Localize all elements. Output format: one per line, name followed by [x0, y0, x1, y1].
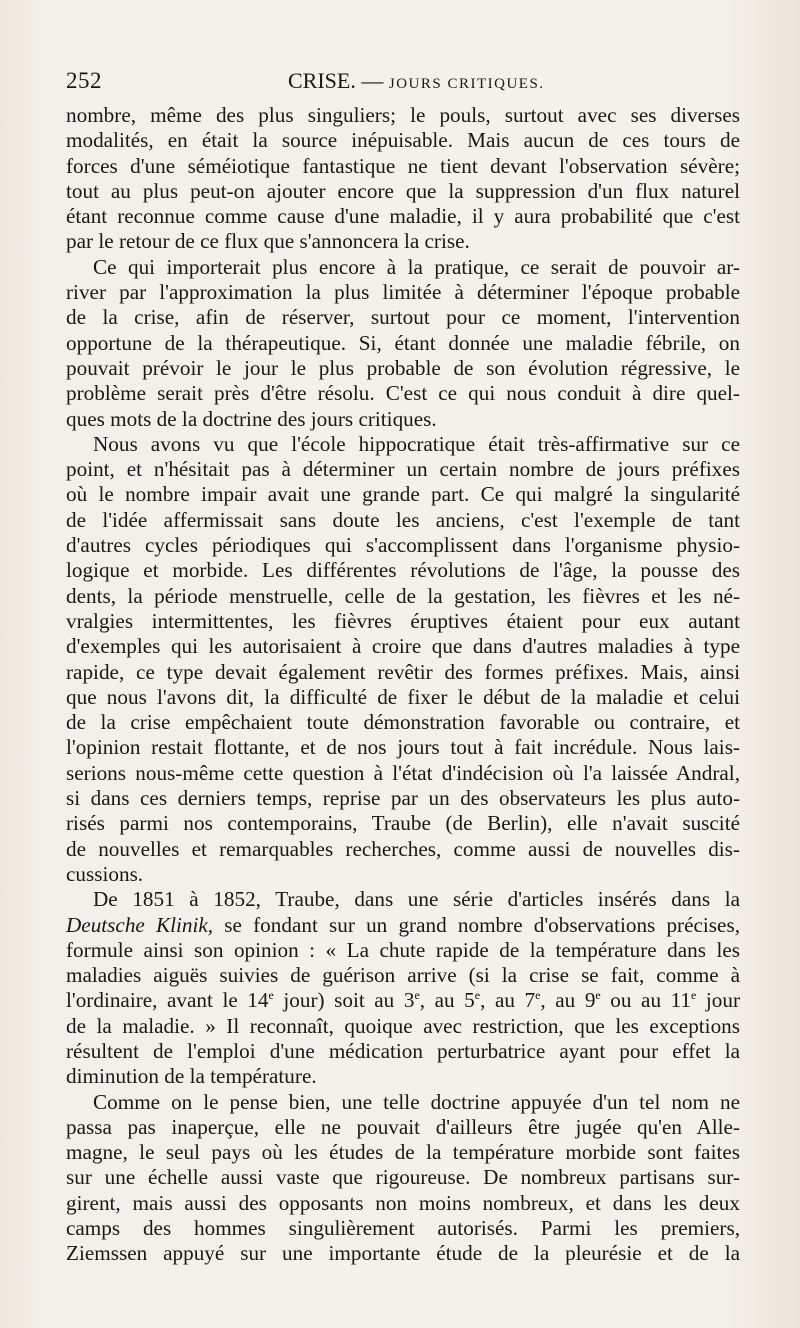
- text-line: de la crise, afin de réserver, surtout pour ce moment, l'intervention: [66, 305, 740, 330]
- text-line: girent, mais aussi des opposants non moins nombreux, et dans les deux: [66, 1190, 740, 1215]
- text-line: rapide, ce type devait également revêtir des formes préfixes. Mais, ainsi: [66, 659, 740, 684]
- text-line: par le retour de ce flux que s'annoncera la crise.: [66, 229, 470, 254]
- text-line: pouvait prévoir le jour le plus probable de son évolution régressive, le: [66, 355, 740, 380]
- text-line: l'opinion restait flottante, et de nos jours tout à fait incrédule. Nous lais-: [66, 735, 740, 760]
- text-line: si dans ces derniers temps, reprise par un des observateurs les plus auto-: [66, 786, 740, 811]
- text-line: river par l'approximation la plus limitée à déterminer l'époque probable: [66, 280, 740, 305]
- text-line: de nouvelles et remarquables recherches, comme aussi de nouvelles dis-: [66, 836, 740, 861]
- superscript: e: [474, 988, 481, 1003]
- superscript: e: [414, 988, 420, 1003]
- text-line: point, et n'hésitait pas à déterminer un certain nombre de jours préfixes: [66, 457, 740, 482]
- text-line: sur une échelle aussi vaste que rigoureuse. De nombreux partisans sur-: [66, 1165, 740, 1190]
- running-title: [288, 68, 545, 94]
- page-number: 252: [66, 68, 102, 93]
- running-head: [66, 68, 740, 98]
- text-line: modalités, en était la source inépuisable. Mais aucun de ces tours de: [66, 128, 740, 153]
- text-line: cussions.: [66, 861, 144, 886]
- text-line: où le nombre impair avait une grande part. Ce qui malgré la singularité: [66, 482, 740, 507]
- text-line: risés parmi nos contemporains, Traube (de Berlin), elle n'avait suscité: [66, 811, 740, 836]
- text-line: Nous avons vu que l'école hippocratique était très-affirmative sur ce: [93, 431, 740, 456]
- journal-title: Deutsche Klinik,: [66, 912, 214, 937]
- superscript: e: [595, 988, 601, 1003]
- text-line: [66, 988, 740, 1013]
- body-text: [66, 103, 740, 1267]
- text-line: diminution de la température.: [66, 1064, 317, 1089]
- text-line: forces d'une séméiotique fantastique ne tient devant l'observation sévère;: [66, 153, 740, 178]
- superscript: e: [691, 988, 697, 1003]
- running-title-separator: —: [361, 68, 384, 93]
- text-line: passa pas inaperçue, elle ne pouvait d'ailleurs être jugée qu'en Alle-: [66, 1114, 740, 1139]
- text-line: que nous l'avons dit, la difficulté de fixer le début de la maladie et celui: [66, 684, 740, 709]
- text-line: opportune de la thérapeutique. Si, étant donnée une maladie fébrile, on: [66, 330, 740, 355]
- text-run: se fondant sur un grand nombre d'observations précises,: [213, 912, 740, 937]
- superscript: e: [535, 988, 541, 1003]
- text-run: ou au 11: [600, 988, 691, 1013]
- text-run: , au 5: [419, 988, 475, 1013]
- text-line: dents, la période menstruelle, celle de la gestation, les fièvres et les né-: [66, 583, 740, 608]
- text-line: De 1851 à 1852, Traube, dans une série d'articles insérés dans la: [93, 887, 740, 912]
- text-line: [66, 913, 740, 938]
- text-line: de l'idée affermissait sans doute les anciens, c'est l'exemple de tant: [66, 507, 740, 532]
- text-line: nombre, même des plus singuliers; le pouls, surtout avec ses diverses: [66, 103, 740, 127]
- text-line: Ziemssen appuyé sur une importante étude de la pleurésie et de la: [66, 1241, 740, 1266]
- text-line: ques mots de la doctrine des jours critiques.: [66, 406, 437, 431]
- text-line: Ce qui importerait plus encore à la pratique, ce serait de pouvoir ar-: [93, 254, 740, 279]
- text-line: maladies aiguës suivies de guérison arrive (si la crise se fait, comme à: [66, 963, 740, 988]
- text-line: de la maladie. » Il reconnaît, quoique avec restriction, que les exceptions: [66, 1013, 740, 1038]
- text-line: magne, le seul pays où les études de la température morbide sont faites: [66, 1140, 740, 1165]
- text-run: , au 7: [480, 988, 536, 1013]
- text-line: résultent de l'emploi d'une médication perturbatrice ayant pour effet la: [66, 1038, 740, 1063]
- text-line: étant reconnue comme cause d'une maladie, il y aura probabilité que c'est: [66, 204, 740, 229]
- text-line: de la crise empêchaient toute démonstration favorable ou contraire, et: [66, 710, 740, 735]
- text-line: formule ainsi son opinion : « La chute rapide de la température dans les: [66, 937, 740, 962]
- text-line: vralgies intermittentes, les fièvres éruptives étaient pour eux autant: [66, 608, 740, 633]
- text-line: Comme on le pense bien, une telle doctrine appuyée d'un tel nom ne: [93, 1089, 740, 1114]
- text-line: d'autres cycles périodiques qui s'accomplissent dans l'organisme physio-: [66, 533, 740, 558]
- superscript: e: [268, 988, 274, 1003]
- text-run: , au 9: [540, 988, 596, 1013]
- text-run: jour: [696, 988, 740, 1013]
- text-line: d'exemples qui les autorisaient à croire que dans d'autres maladies à type: [66, 634, 740, 659]
- text-line: logique et morbide. Les différentes révolutions de l'âge, la pousse des: [66, 558, 740, 583]
- text-run: jour) soit au 3: [273, 988, 415, 1013]
- text-line: camps des hommes singulièrement autorisés. Parmi les premiers,: [66, 1216, 740, 1241]
- text-line: tout au plus peut-on ajouter encore que la suppression d'un flux naturel: [66, 178, 740, 203]
- text-line: serions nous-même cette question à l'état d'indécision où l'a laissée Andral,: [66, 760, 740, 785]
- running-title-main: CRISE.: [288, 68, 356, 93]
- running-title-subject: JOURS CRITIQUES.: [388, 76, 545, 92]
- text-line: problème serait près d'être résolu. C'est ce qui nous conduit à dire quel-: [66, 381, 740, 406]
- text-run: l'ordinaire, avant le 14: [66, 988, 269, 1013]
